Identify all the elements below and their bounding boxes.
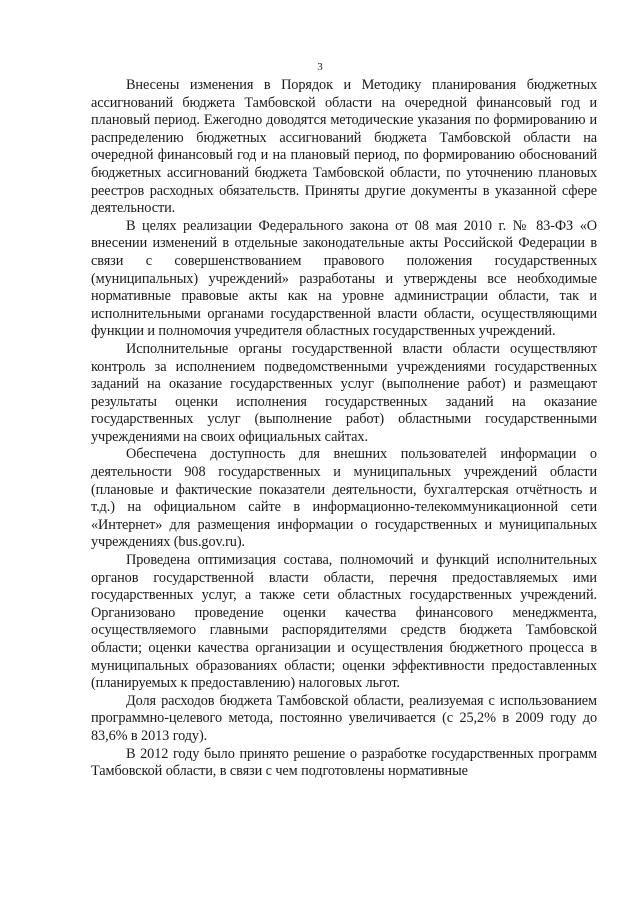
paragraph-federal-law-83: В целях реализации Федерального закона от 08 мая 2010 г. № 83-ФЗ «О внесении изменений в отдельные законодательные акты Российской Федерации в связи с совершенствованием правового положения государственных (муниципальных) учреждений» разработаны и утверждены все необходимые нормативные правовые акты как на уровне администрации области, так и исполнительными органами государственной власти области, осуществляющими функции и полномочия учредителя областных государственных учреждений.: [91, 217, 597, 340]
paragraph-state-programs: В 2012 году было принято решение о разработке государственных программ Тамбовской области, в связи с чем подготовлены нормативные: [91, 745, 597, 780]
paragraph-state-tasks-control: Исполнительные органы государственной власти области осуществляют контроль за исполнением подведомственными учреждениями государственных заданий на оказание государственных услуг (выполнение работ) и размещают результаты оценки исполнения государственных заданий на оказание государственных услуг (выполнение работ) областными государственными учреждениями на своих официальных сайтах.: [91, 340, 597, 445]
paragraph-budget-methodology: Внесены изменения в Порядок и Методику планирования бюджетных ассигнований бюджета Тамбовской области на очередной финансовый год и плановый период. Ежегодно доводятся методические указания по формированию и распределению бюджетных ассигнований бюджета Тамбовской области на очередной финансовый год и на плановый период, по формированию обоснований бюджетных ассигнований бюджета Тамбовской области, по уточнению плановых реестров расходных обязательств. Приняты другие документы в указанной сфере деятельности.: [91, 77, 597, 217]
document-body: [91, 77, 597, 781]
paragraph-optimization: Проведена оптимизация состава, полномочий и функций исполнительных органов государственной власти области, перечня предоставляемых ими государственных услуг, а также сети областных государственных учреждений. Организовано проведение оценки качества финансового менеджмента, осуществляемого главными распорядителями средств бюджета Тамбовской области; оценки качества организации и осуществления бюджетного процесса в муниципальных образованиях области; оценки эффективности предоставленных (планируемых к предоставлению) налоговых льгот.: [91, 552, 597, 692]
paragraph-information-access: Обеспечена доступность для внешних пользователей информации о деятельности 908 государственных и муниципальных учреждений области (плановые и фактические показатели деятельности, бухгалтерская отчётность и т.д.) на официальном сайте в информационно-телекоммуникационной сети «Интернет» для размещения информации о государственных и муниципальных учреждениях (bus.gov.ru).: [91, 446, 597, 551]
paragraph-program-share: Доля расходов бюджета Тамбовской области, реализуемая с использованием программно-целевого метода, постоянно увеличивается (с 25,2% в 2009 году до 83,6% в 2013 году).: [91, 692, 597, 744]
page-number: 3: [317, 61, 323, 73]
